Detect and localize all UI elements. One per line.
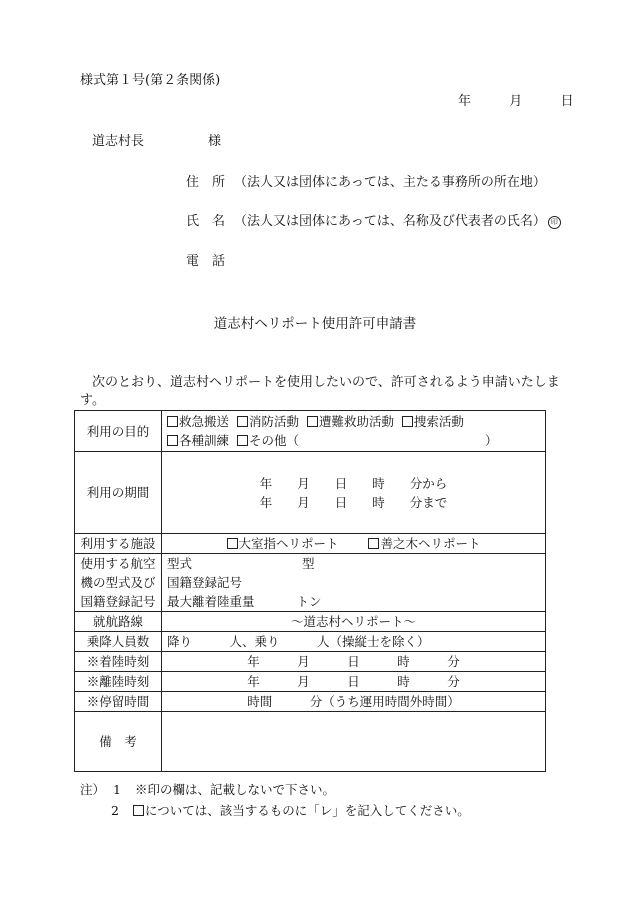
note-1: 注） 1 ※印の欄は、記載しないで下さい。 — [80, 782, 335, 797]
checkbox-firefighting[interactable]: 消防活動 — [237, 414, 299, 429]
checkbox-zennoki[interactable]: 善之木ヘリポート — [368, 536, 480, 551]
route-value[interactable]: 〜道志村ヘリポート〜 — [162, 612, 546, 632]
passengers-value[interactable]: 降り 人、乗り 人（操縦士を除く） — [162, 632, 546, 652]
name-line — [186, 214, 561, 230]
aircraft-row — [75, 554, 546, 612]
remarks-value[interactable] — [162, 712, 546, 772]
landing-row — [75, 652, 546, 672]
note-2: 2 については、該当するものに「レ」を記入してください。 — [111, 803, 470, 818]
stay-value[interactable]: 時間 分（うち運用時間外時間） — [162, 692, 546, 712]
checkbox-training[interactable]: 各種訓練 — [167, 433, 229, 448]
route-row — [75, 612, 546, 632]
remarks-label: 備 考 — [75, 712, 162, 772]
honorific: 様 — [208, 134, 222, 149]
application-table — [74, 410, 546, 772]
facility-options — [162, 534, 546, 554]
period-label: 利用の期間 — [75, 452, 162, 534]
name-label: 氏 名 — [186, 214, 226, 229]
facility-label: 利用する施設 — [75, 534, 162, 554]
route-label: 就航路線 — [75, 612, 162, 632]
address-line — [186, 175, 546, 191]
seal-icon: 印 — [548, 216, 561, 229]
aircraft-weight: 最大離着陸重量 — [167, 594, 255, 609]
date-line — [458, 94, 574, 110]
checkbox-search[interactable]: 捜索活動 — [402, 414, 464, 429]
checkbox-rescue[interactable]: 遭難救助活動 — [307, 414, 394, 429]
stay-row — [75, 692, 546, 712]
addressee-line — [92, 134, 221, 150]
stay-label: ※停留時間 — [75, 692, 162, 712]
address-note: （法人又は団体にあっては、主たる事務所の所在地） — [234, 175, 546, 190]
purpose-row — [75, 411, 546, 452]
form-number: 様式第１号(第２条関係) — [80, 73, 221, 88]
takeoff-label: ※離陸時刻 — [75, 672, 162, 692]
aircraft-model: 型式 — [167, 556, 193, 571]
period-row — [75, 452, 546, 534]
checkbox-other[interactable]: その他（ — [237, 433, 299, 448]
passengers-label: 乗降人員数 — [75, 632, 162, 652]
date-year: 年 — [458, 94, 472, 109]
phone-label: 電 話 — [186, 254, 226, 269]
checkbox-emergency[interactable]: 救急搬送 — [167, 414, 229, 429]
intro-text: 次のとおり、道志村ヘリポートを使用したいので、許可されるよう申請いたします。 — [80, 375, 560, 408]
period-value[interactable] — [162, 452, 546, 534]
aircraft-value[interactable]: 型式 型 国籍登録記号 最大離着陸重量 トン — [162, 554, 546, 612]
takeoff-row — [75, 672, 546, 692]
landing-value[interactable]: 年 月 日 時 分 — [162, 652, 546, 672]
document-title: 道志村ヘリポート使用許可申請書 — [213, 316, 417, 332]
phone-line — [186, 254, 234, 270]
checkbox-sample-icon — [133, 805, 144, 816]
name-note: （法人又は団体にあっては、名称及び代表者の氏名） — [234, 214, 546, 229]
aircraft-registration: 国籍登録記号 — [167, 575, 243, 590]
remarks-row — [75, 712, 546, 772]
takeoff-value[interactable]: 年 月 日 時 分 — [162, 672, 546, 692]
checkbox-omurozashi[interactable]: 大室指ヘリポート — [227, 536, 339, 551]
period-from: 年 月 日 時 分から — [259, 475, 448, 491]
aircraft-label: 使用する航空 機の型式及び 国籍登録記号 — [75, 554, 162, 612]
date-month: 月 — [509, 94, 523, 109]
date-day: 日 — [560, 94, 574, 109]
addressee: 道志村長 — [92, 134, 145, 149]
purpose-options: 救急搬送 消防活動 遭難救助活動 捜索活動 各種訓練 その他（ ） — [162, 411, 546, 452]
passengers-row — [75, 632, 546, 652]
facility-row — [75, 534, 546, 554]
address-label: 住 所 — [186, 175, 226, 190]
landing-label: ※着陸時刻 — [75, 652, 162, 672]
period-to: 年 月 日 時 分まで — [259, 494, 448, 510]
purpose-label: 利用の目的 — [75, 411, 162, 452]
